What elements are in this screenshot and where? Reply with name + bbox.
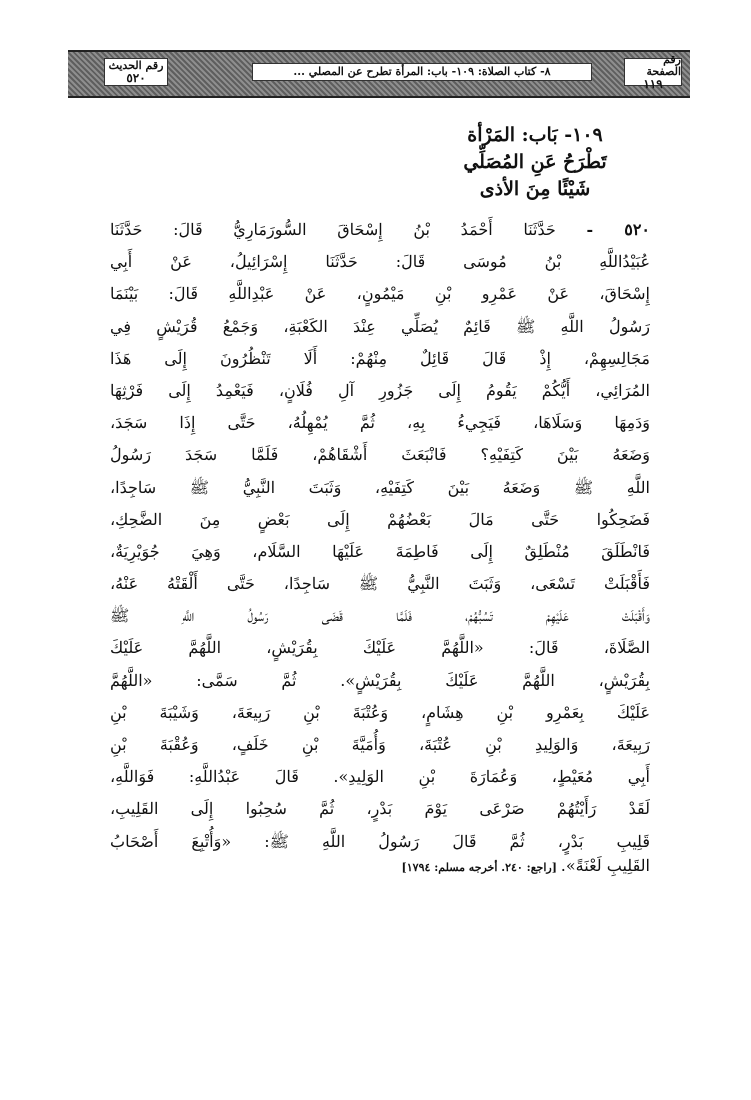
text-line: لَقَدْ رَأَيْتُهُمْ صَرْعَى يَوْمَ بَدْرٍ، ثُمَّ سُحِبُوا إِلَى القَلِيبِ، [110,799,650,819]
hadith-number-header: ٥٢٠ [126,70,146,85]
reference-note: [راجع: ٢٤٠. أخرجه مسلم: ١٧٩٤] [401,861,557,874]
chapter-heading-line: شَيْئًا مِنَ الأذى [479,178,591,200]
running-title: ٨- كتاب الصلاة: ١٠٩- باب: المرأة تطرح عن المصلي ... [252,63,592,81]
text-line: فَأَقْبَلَتْ تَسْعَى، وَثَبَتَ النَّبِيُّ ﷺ سَاجِدًا، حَتَّى أَلْقَتْهُ عَنْهُ، [110,574,650,594]
text-line: رَسُولُ اللَّهِ ﷺ قَائِمٌ يُصَلِّي عِنْدَ الكَعْبَةِ، وَجَمْعُ قُرَيْشٍ فِي [110,316,650,336]
text-line: عُبَيْدُاللَّهِ بْنُ مُوسَى قَالَ: حَدَّثَنَا إِسْرَائِيلُ، عَنْ أَبِي [110,252,650,272]
chapter-heading-line: تَطْرَحُ عَنِ المُصَلِّي [463,151,607,173]
text-line: بِقُرَيْشٍ، اللَّهُمَّ عَلَيْكَ بِقُرَيْشٍ». ثُمَّ سَمَّى: «اللَّهُمَّ [110,670,650,690]
text-line: المُرَائِي، أَيُّكُمْ يَقُومُ إِلَى جَزُورِ آلِ فُلَانٍ، فَيَعْمِدُ إِلَى فَرْثِهَا [110,380,650,400]
text-line: الصَّلَاةَ، قَالَ: «اللَّهُمَّ عَلَيْكَ بِقُرَيْشٍ، اللَّهُمَّ عَلَيْكَ [110,638,650,658]
last-line-with-reference [401,856,650,876]
hadith-number: ٥٢٠ - [586,220,650,239]
text-line: إِسْحَاقَ، عَنْ عَمْرِو بْنِ مَيْمُونٍ، عَنْ عَبْدِاللَّهِ قَالَ: بَيْنَمَا [110,284,650,304]
text-line: اللَّهِ ﷺ وَضَعَهُ بَيْنَ كَتِفَيْهِ، وَثَبَتَ النَّبِيُّ ﷺ سَاجِدًا، [110,477,650,497]
text-line: وَدَمِهَا وَسَلَاهَا، فَيَجِيءُ بِهِ، ثُمَّ يُمْهِلُهُ، حَتَّى إِذَا سَجَدَ، [110,413,650,433]
page-number: ١١٩ [643,76,663,91]
chapter-heading [440,122,630,203]
text-line-content: حَدَّثَنَا أَحْمَدُ بْنُ إِسْحَاقَ السُّورَمَارِيُّ قَالَ: حَدَّثَنَا [110,220,556,239]
last-line-text: القَلِيبِ لَعْنَةً». [560,856,650,875]
hadith-number-label: رقم الحديث [108,58,164,72]
text-line: مَجَالِسِهِمْ، إِذْ قَالَ قَائِلٌ مِنْهُمْ: أَلَا تَنْظُرُونَ إِلَى هَذَا [110,348,650,368]
text-line: عَلَيْكَ بِعَمْرِو بْنِ هِشَامٍ، وَعُتْبَةَ بْنِ رَبِيعَةَ، وَشَيْبَةَ بْنِ [110,702,650,722]
text-line: فَانْطَلَقَ مُنْطَلِقٌ إِلَى فَاطِمَةَ عَلَيْهَا السَّلَام، وَهِيَ جُوَيْرِيَةٌ، [110,541,650,561]
text-line: وَضَعَهُ بَيْنَ كَتِفَيْهِ؟ فَانْبَعَثَ أَشْقَاهُمْ، فَلَمَّا سَجَدَ رَسُولُ [110,445,650,465]
text-line [110,214,650,246]
text-line: قَلِيبِ بَدْرٍ، ثُمَّ قَالَ رَسُولُ اللَّهِ ﷺ: «وَأُتْبِعَ أَصْحَابُ [110,831,650,851]
chapter-heading-line: ١٠٩- بَاب: المَرْأة [467,124,603,146]
text-line: أَبِي مُعَيْطٍ، وَعُمَارَةَ بْنِ الوَلِيدِ». قَالَ عَبْدُاللَّهِ: فَوَاللَّهِ، [110,767,650,787]
text-line: رَبِيعَةَ، وَالوَلِيدِ بْنِ عُتْبَةَ، وَأُمَيَّةَ بْنِ خَلَفٍ، وَعُقْبَةَ بْنِ [110,735,650,754]
hadith-number-box [104,58,168,86]
page-number-box [624,52,682,91]
text-line: فَضَحِكُوا حَتَّى مَالَ بَعْضُهُمْ إِلَى بَعْضٍ مِنَ الضَّحِكِ، [110,509,650,529]
text-line: وَأَقْبَلَتْ عَلَيْهِمْ تَسُبُّهُمْ، فَلَمَّا قَضَى رَسُولُ اللَّهِ ﷺ [110,606,650,626]
page-number-label: رقم الصفحة [646,52,681,78]
hadith-text [110,214,650,858]
page-header [68,50,690,98]
